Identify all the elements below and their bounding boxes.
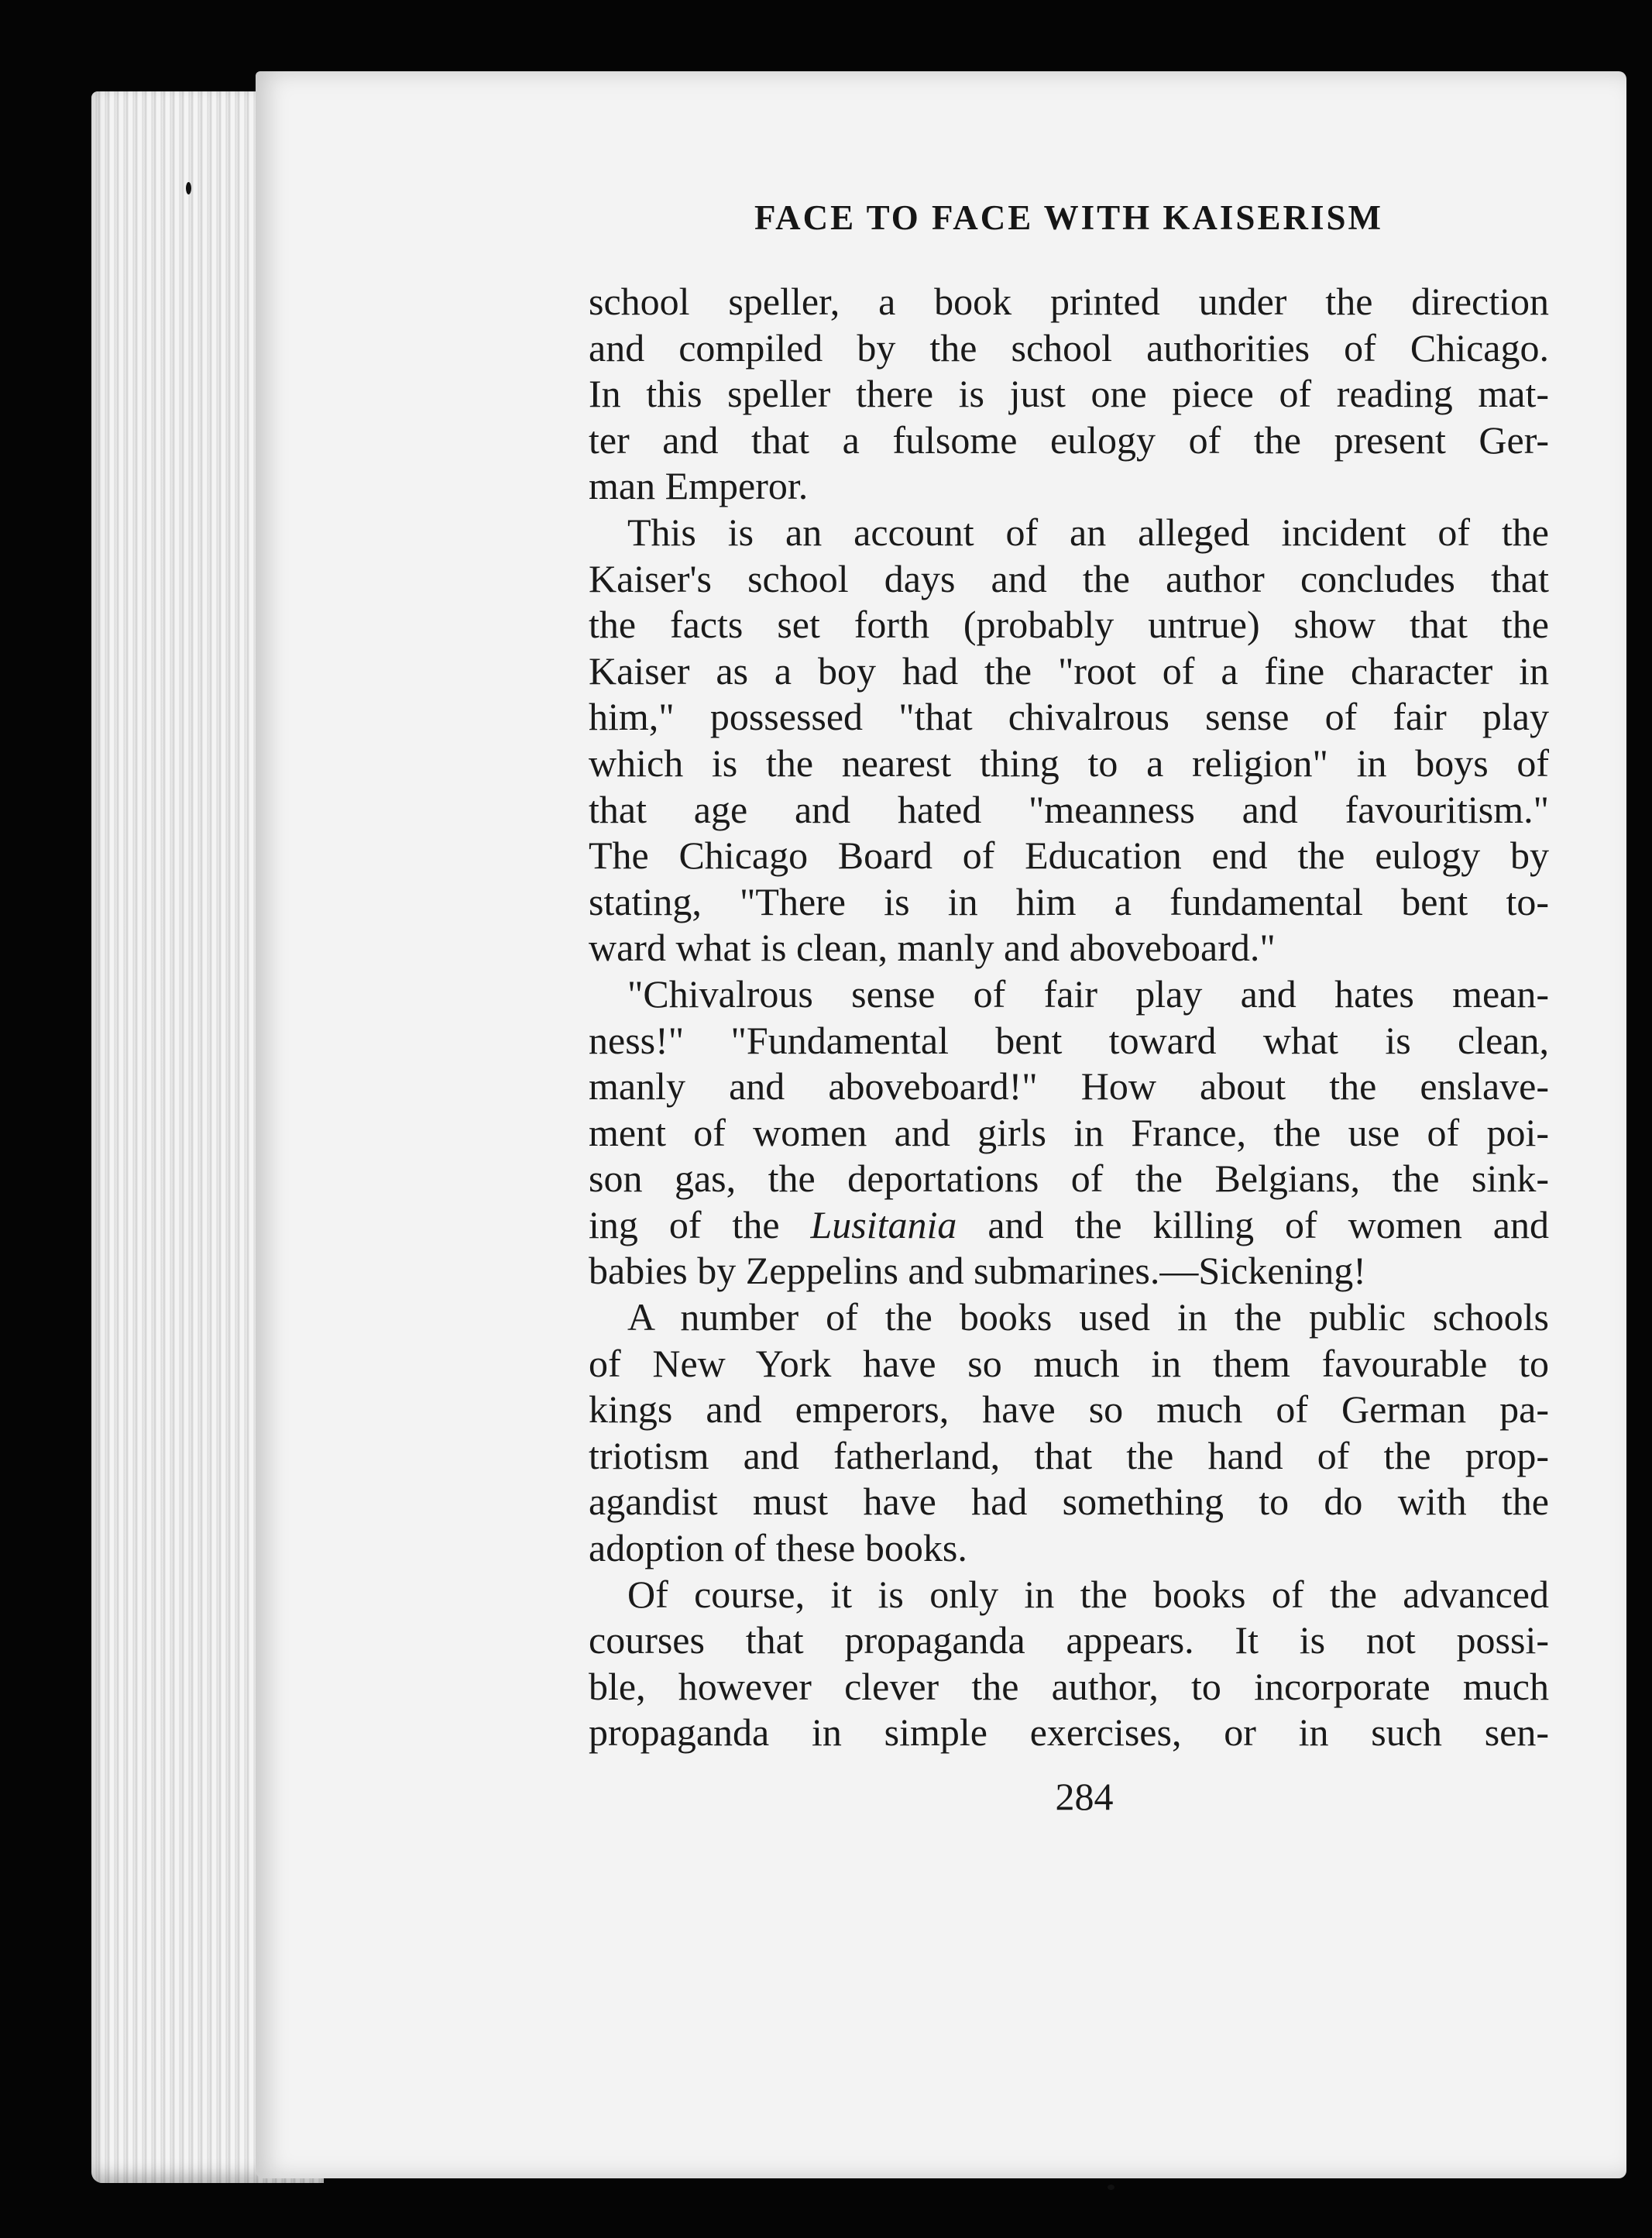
text-line-segment: that age and hated "meanness and favouritism." <box>589 787 1549 831</box>
running-head: FACE TO FACE WITH KAISERISM <box>754 198 1383 237</box>
text-line-segment: and compiled by the school authorities of Chicago. <box>589 325 1549 370</box>
dust-speck <box>1108 2185 1114 2190</box>
text-line-segment: propaganda in simple exercises, or in such sen- <box>589 1710 1549 1755</box>
text-line <box>589 1617 1549 1664</box>
text-line <box>589 925 1549 971</box>
text-line <box>589 833 1549 879</box>
text-line <box>589 1479 1549 1525</box>
text-line-segment: the facts set forth (probably untrue) show that the <box>589 603 1549 647</box>
text-line <box>589 1156 1549 1202</box>
text-line <box>589 787 1549 834</box>
text-line <box>589 1064 1549 1110</box>
text-line-segment: In this speller there is just one piece of reading mat- <box>589 372 1549 416</box>
text-line <box>589 1341 1549 1387</box>
text-line-segment: kings and emperors, have so much of German pa- <box>589 1387 1549 1432</box>
text-line-segment: stating, "There is in him a fundamental bent to- <box>589 879 1549 923</box>
text-line-segment: ward what is clean, manly and aboveboard." <box>589 926 1276 970</box>
text-line <box>589 463 1549 510</box>
text-line <box>589 971 1549 1018</box>
text-line-segment: which is the nearest thing to a religion" in boys of <box>589 741 1549 785</box>
text-line <box>589 741 1549 787</box>
text-line <box>589 279 1549 325</box>
text-line-segment: agandist must have had something to do with the <box>589 1480 1549 1524</box>
text-line-segment: ing of the <box>589 1202 811 1246</box>
text-line-segment: him," possessed "that chivalrous sense of fair play <box>589 695 1549 739</box>
text-line <box>589 371 1549 418</box>
text-line-segment: ness!" "Fundamental bent toward what is clean, <box>589 1018 1549 1062</box>
text-line <box>589 1525 1549 1572</box>
text-line <box>589 1294 1549 1341</box>
text-line-segment: school speller, a book printed under the direction <box>589 280 1549 323</box>
text-line <box>589 1572 1549 1618</box>
text-line <box>589 602 1549 648</box>
text-line <box>589 648 1549 695</box>
text-line-segment: courses that propaganda appears. It is not possi- <box>589 1618 1549 1662</box>
text-line <box>589 1664 1549 1710</box>
text-line <box>589 556 1549 603</box>
text-line <box>589 1433 1549 1480</box>
text-line <box>589 325 1549 372</box>
text-line-segment: ter and that a fulsome eulogy of the present Ger- <box>589 418 1549 462</box>
text-line-segment: and the killing of women and <box>957 1202 1549 1246</box>
text-line-segment: manly and aboveboard!" How about the enslave- <box>589 1064 1549 1109</box>
text-line <box>589 1018 1549 1064</box>
text-line-segment: babies by Zeppelins and submarines.—Sickening! <box>589 1249 1366 1293</box>
text-line-segment: Kaiser's school days and the author concludes that <box>589 556 1549 600</box>
text-line-segment: man Emperor. <box>589 464 809 508</box>
text-line-segment: ble, however clever the author, to incorporate much <box>589 1664 1549 1708</box>
text-line-segment: son gas, the deportations of the Belgians, the sink- <box>589 1157 1549 1201</box>
text-line <box>589 1248 1549 1294</box>
text-line <box>589 694 1549 741</box>
text-line-segment: "Chivalrous sense of fair play and hates mean- <box>627 971 1549 1016</box>
text-line-segment: Of course, it is only in the books of the advanced <box>627 1572 1549 1616</box>
text-line-segment: Kaiser as a boy had the "root of a fine character in <box>589 648 1549 693</box>
text-line-segment: of New York have so much in them favourable to <box>589 1341 1549 1385</box>
text-line <box>589 1710 1549 1756</box>
text-line <box>589 418 1549 464</box>
text-line <box>589 1202 1549 1249</box>
dust-speck <box>186 182 191 194</box>
text-line-segment: This is an account of an alleged incident of the <box>627 510 1549 554</box>
text-line <box>589 1110 1549 1157</box>
text-line-segment: A number of the books used in the public schools <box>627 1295 1549 1339</box>
text-line-segment: ment of women and girls in France, the use of poi- <box>589 1110 1549 1154</box>
text-line <box>589 510 1549 556</box>
text-line <box>589 1387 1549 1433</box>
text-line-segment: adoption of these books. <box>589 1526 967 1570</box>
italic-title: Lusitania <box>810 1202 957 1246</box>
body-text <box>589 279 1549 1756</box>
text-line-segment: triotism and fatherland, that the hand of the prop- <box>589 1433 1549 1477</box>
page-number: 284 <box>1055 1775 1114 1818</box>
text-line <box>589 879 1549 926</box>
text-line-segment: The Chicago Board of Education end the eulogy by <box>589 834 1549 878</box>
